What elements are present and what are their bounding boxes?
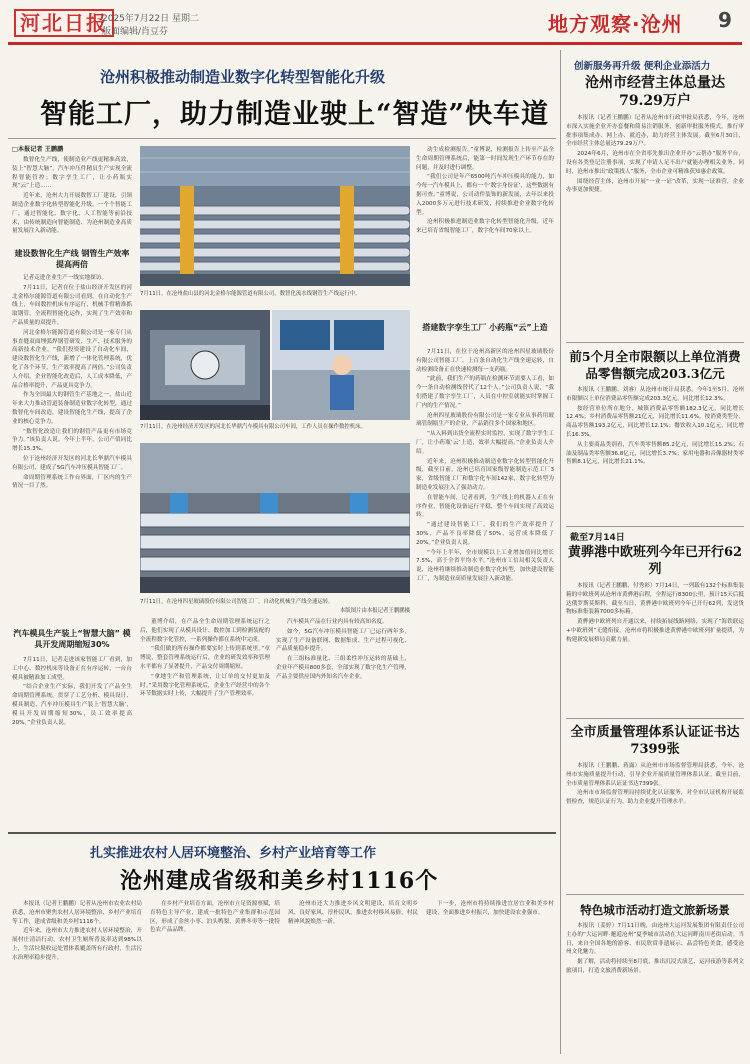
caption-1: 7月11日，在沧州盐山县的河北金格尔能源管道有限公司，数智化流水线钢管生产线运行中。 — [140, 291, 361, 297]
lead-col-1b — [12, 656, 132, 826]
paragraph: 本报讯（记者王鹏鹏）记者从沧州市农业农村局获悉，沧州市聚焦农村人居环境整治、乡村产业培育等工作，建成省级和美乡村1116个。 — [12, 901, 142, 925]
mould-machine-image — [140, 310, 270, 420]
paragraph: 位于沧州经济开发区的河北长华鼎汽车模具有限公司，建成了5G汽车冲压模具智能工厂。 — [12, 455, 132, 471]
caption-2: 7月11日，在沧州经济开发区的河北长华鼎汽车模具有限公司车间，工作人员在操作数控机床。 — [140, 424, 366, 430]
lead-subhead-2: 汽车模具生产装上“智慧大脑” 模具开发周期缩短30% — [13, 629, 131, 649]
paragraph: 沧州积极推进制造业数字化转型智能化升级，近年来已培育省级智能工厂，数字化车间70家以上。 — [416, 219, 554, 235]
paragraph: 围绕经营主体，沧州市开展“一业一证”改革，实现一证准营，企业办事更加便捷。 — [566, 178, 744, 194]
lead-byline: □本报记者 王鹏鹏 — [12, 146, 64, 153]
caption-3: 7月11日，在沧州四星玻璃股份有限公司智能工厂，自动化机械生产线全速运转。 — [140, 599, 334, 605]
lead-col-5 — [416, 146, 554, 322]
right-rule-2 — [566, 526, 744, 527]
paragraph: 沧州市还大力推进乡风文明建设，培育文明乡风、良好家风、淳朴民风，推进农村移风易俗，村民精神风貌焕然一新。 — [288, 901, 418, 925]
photo-glass-vial-line — [140, 443, 410, 593]
right-rule-1 — [566, 342, 744, 343]
right-title-3: 黄骅港中欧班列今年已开行62列 — [567, 545, 743, 577]
right-body-4 — [566, 762, 744, 890]
photo-control-room — [272, 310, 410, 420]
paragraph: 7月11日，在位于沧州高新区的沧州四星玻璃股份有限公司智能工厂，上百条自动化生产线全速运转，自动检测设备正在快速检测每一支药瓶。 — [416, 349, 554, 373]
paragraph: 命周期管理系统工作台界面，厂区内的生产情况一目了然。 — [12, 474, 132, 490]
section-title: 地方观察·沧州 — [548, 12, 683, 36]
bottom-col-3 — [288, 900, 418, 1056]
paragraph: 2024年6月，沧州市在全省率先推出企业开办“云帮办”服务平台，设有各类登记注册事项，实现了申请人足不出户就能办理相关业务。同时，沧州市推出“政策找人”服务，全市企业可精准获知惠企政策。 — [566, 151, 744, 175]
lead-intro-text: 数智化生产线，使制造业产线更精准高效，装上“智慧大脑”，汽车冲压件精员生产实现全流程智能管控；数字孪生工厂，让小药瓶实现“云”上造…… — [12, 157, 132, 190]
paragraph: 在智能车间，记者看到，生产线上的机器人正在有序作业，智能化设备运行平稳，整个车间实现了高效运转。 — [416, 494, 554, 519]
control-room-image — [272, 310, 410, 420]
paragraph: 本报讯（姜婷）7月11日晚，由沧州大运河发展集团有限责任公司主办的“大运河畔·邂逅沧州”夏季城市活动在大运河畔南川老街启动。当日，来自全国各地的游客、市民欣赏非遗展示、品尝特色美食，感受沧州文化魅力。 — [566, 923, 744, 956]
issue-date: 2025年7月22日 星期二 — [102, 14, 199, 24]
page-editor: 版面编辑/肖豆芬 — [102, 27, 169, 37]
paragraph: 据了解，活动将持续至8月底，推出沉浸式演艺、运河夜游等系列文旅项目，打造文旅消费新场景。 — [566, 959, 744, 974]
lead-subhead-3: 搭建数字孪生工厂 小药瓶“云”上造 — [422, 323, 548, 332]
right-kicker-1: 创新服务再升级 便利企业添活力 — [574, 61, 711, 72]
paragraph: 下一步，沧州市将持续推进宜居宜业和美乡村建设，全面推进乡村振兴，加快建设农业强市。 — [426, 901, 554, 916]
right-body-5 — [566, 922, 744, 1056]
paragraph: “从入料到出货全流程实时监控，实现了数字孪生工厂，让小药瓶‘云’上造，效率大幅提高。”企业负责人介绍。 — [416, 431, 554, 455]
paragraph: 董博介绍，在产品全生命周期管理系统运行之后，他们实现了从模具设计、数控加工到检测装配的全流程数字化管控，一系列操作都在系统中完成。 — [140, 619, 270, 643]
right-body-3 — [566, 582, 744, 714]
lead-col-3 — [140, 618, 270, 826]
column-divider — [560, 50, 561, 1054]
paragraph: “我们做的所有操作都要实时上传到系统里。”章博说，整套管理系统运行后，企业的研发效率和管理水平都有了显著提升，产品交付周期缩短。 — [140, 646, 270, 670]
paragraph: 本报讯（王鹏鹏、刘睿）从沧州市统计局获悉，今年1至5月，沧州市限额以上单位消费品零售额完成203.3亿元，同比增长12.3%。 — [566, 387, 744, 402]
right-body-2 — [566, 386, 744, 522]
paragraph: “我们公司是年产6500吨汽车冲压模具的能力，如今每一汽车模具上，都有一个‘数字身份证’，这些数据有据可查。”童博说，公司动件装饰的新发展，去年以来投入2000多万元进行技术研发，持续推进企业数字化转型。 — [416, 174, 554, 216]
right-title-4: 全市质量管理体系认证证书达7399张 — [570, 725, 740, 757]
right-title-2: 前5个月全市限额以上单位消费品零售额完成203.3亿元 — [569, 349, 741, 381]
paragraph: “今年上半年，全市规模以上工业增加值同比增长7.5%，高于全省平均水平。”沧州市工信局相关负责人说，沧州将继续推动制造业数字化转型，加快建设智能工厂，为制造业高质量发展注入新动能。 — [416, 549, 554, 582]
paragraph: 本报讯（记者王鹏鹏、付秀彩）7月14日，一列载有132个标准集装箱的中欧班列从沧州市黄骅港启程，全程运行8300公里，预计15天后抵达俄罗斯莫斯科。截至当日，黄骅港中欧班列今年已开行62列，发送货物标准集装箱7000多标箱。 — [566, 583, 744, 616]
lead-title: 智能工厂，助力制造业驶上“智造”快车道 — [40, 99, 550, 130]
lead-kicker: 沧州积极推动制造业数字化转型智能化升级 — [100, 68, 386, 86]
right-kicker-3: 截至7月14日 — [570, 533, 625, 543]
photo-steel-pipe-line — [140, 146, 410, 286]
paragraph: “此前，我们生产的药瓶在检测环节需要人工看，如今一条自动检测线替代了12个人。”公司负责人说，“我们搭建了数字孪生工厂，人员在中控室就能实时掌握工厂内的生产情况。” — [416, 376, 554, 409]
paragraph: “结合企业生产实际，我们开发了产品全生命周期管理系统，贯穿了工艺分析、模具设计、模具制造、汽车冲压模具生产装上‘智慧大脑’，模具开发周期缩短30%，员工效率提高20%。”企业负责人说。 — [12, 684, 132, 726]
paragraph: 本报讯（王鹏鹏、蒋露）从沧州市市场监督管理局获悉，今年，沧州市实施质量提升行动，引导企业开展质量管理体系认证。截至目前，全市质量管理体系认证证书达7399张。 — [566, 763, 744, 787]
lead-col-1 — [12, 274, 132, 624]
right-title-1: 沧州市经营主体总量达79.29万户 — [585, 75, 725, 109]
paragraph: “数智化改造让我们的钢管产品更有市场竞争力。”该负责人说。今年上半年，公司产值同比增长15.3%。 — [12, 428, 132, 453]
paragraph: 动生成检测报告。”童博说，检测报告上传至产品全生命周期管理系统后，能第一时间发现生产环节存在的问题，并及时进行调整。 — [416, 147, 554, 171]
paragraph: 本报讯（记者王鹏鹏）记者从沧州市行政审批局获悉，今年，沧州市深入实施企业开办套餐和简易注销服务，创新审批服务模式，推行审批事项集成办、网上办、就近办，助力经营主体发展。截至6月30日，全市经营主体总量达79.29万户。 — [566, 115, 744, 148]
bottom-title: 沧州建成省级和美乡村1116个 — [120, 868, 439, 894]
photo-credit: 本版图片由本报记者王鹏鹏摄 — [339, 608, 410, 614]
paragraph: 河北金格尔能源管道有限公司是一家专门从事直缝双面埋弧焊钢管研发、生产、技术服务的高新技术企业。“我们投资建设了自动化车间，建设数智化生产线，新增了一体化管理系统，优化了各个环节，生产效率提高了两倍。”公司负责人介绍，企业智能化改造后，人工成本降低，产品合格率提升，产品更具竞争力。 — [12, 329, 132, 389]
right-rule-4 — [566, 894, 744, 895]
header-rule — [8, 42, 742, 45]
paragraph: 从主要商品类别看，汽车类零售额85.2亿元，同比增长15.2%；石油及制品类零售额36.8亿元，同比增长3.7%；家用电器和音像器材类零售额8.1亿元，同比增长21.1%。 — [566, 441, 744, 466]
lead-col-6 — [416, 348, 554, 826]
paragraph: 记者走进企业生产一线实地探访。 — [23, 275, 107, 281]
lead-intro — [12, 156, 132, 242]
bottom-top-rule — [8, 832, 556, 834]
paragraph: 近年来，沧州市大力推进农村人居环境整治，开展村庄清洁行动，农村卫生厕所普及率达到98%以上，生活垃圾收运处置体系覆盖所有行政村，生活污水治理率稳步提升。 — [12, 928, 142, 961]
right-body-1 — [566, 114, 744, 338]
paragraph: 沧州四星玻璃股份有限公司是一家专业从事药用玻璃管制瓶生产的企业，产品销往多个国家和地区。 — [416, 412, 554, 428]
paragraph: “拿地生产和管理系统，让订单的交付更加及时。”采用数字化管理系统后，企业生产经营中的各个环节数据实时上传，大幅提升了生产管理效率。 — [140, 673, 270, 698]
paragraph: 如今，5G汽车冲压模具智能工厂已运行两年多，实现了生产设备联网、数据集成、生产过程可视化，产品质量稳步提升。 — [276, 628, 410, 653]
paragraph: 汽车模具产品在行业内具有较高知名度。 — [287, 619, 388, 625]
paragraph: “通过建设智能工厂，我们的生产效率提升了30%，产品不良率降低了50%，运营成本降低了20%。”企业负责人说。 — [416, 522, 554, 546]
paragraph: 近年来，沧州大力开展数智工厂建设，引领制造企业数字化转型智能化升级。一个个智能工厂，通过智能化、数字化、人工智能等前沿技术，由传统制造向智能制造、为沧州制造业高质量发展注入新动能。 — [12, 193, 132, 235]
newspaper-logo: 河北日报 — [14, 9, 114, 37]
right-title-5: 特色城市活动打造文旅新场景 — [580, 903, 730, 917]
masthead — [8, 6, 742, 40]
bottom-kicker: 扎实推进农村人居环境整治、乡村产业培育等工作 — [90, 846, 377, 861]
right-rule-3 — [566, 718, 744, 719]
paragraph: 7月11日，记者走进该家智能工厂看到，加工中心、数控机床等设备正在有序运转，一台台模具被精准加工成型。 — [12, 657, 132, 681]
paragraph: 7月11日，记者在位于盐山经济开发区的河北金格尔能源管道有限公司看到，在自动化生产线上，车间数控机床有序运行，机械手臂精准抓取钢管，全流程智能化运作，实现了生产效率和产品质量的双提升。 — [12, 284, 132, 326]
paragraph: 沧州市市场监督管理局持续优化认证服务，对全市认证机构开展监督检查，规范认证行为，助力企业提升管理水平。 — [566, 790, 744, 806]
bottom-col-2 — [150, 900, 280, 1056]
paragraph: 作为全国最大的钢管生产基地之一，盐山近年来大力推动管道装备制造业数字化转型，通过数智化车间改造，建设智能化生产线，提高了企业的核心竞争力。 — [12, 392, 132, 425]
paragraph: 在三组标准量化、三组柔性冲压运转的基础上，企业年产模具800多套，全部实现了数字化生产管理，产品主要供应国内外知名汽车企业。 — [276, 656, 410, 680]
paragraph: 在乡村产业培育方面，沧州市立足资源禀赋，培育特色主导产业，建成一批特色产业集群和示范园区，形成了金丝小枣、泊头鸭梨、黄骅冬枣等一批特色农产品品牌。 — [150, 901, 280, 934]
paragraph: 按经营单位所在地分，城镇消费品零售额182.3亿元，同比增长12.4%；乡村消费品零售额21亿元，同比增长11.6%。按消费类型分，商品零售额193.2亿元，同比增长12.1%；餐饮收入10.1亿元，同比增长16.3%。 — [566, 405, 744, 438]
lead-title-rule — [8, 138, 556, 139]
lead-subhead-1: 建设数智化生产线 钢管生产效率提高两倍 — [14, 249, 130, 269]
steel-pipe-factory-image — [140, 146, 410, 286]
lead-col-4 — [276, 618, 410, 826]
page-number: 9 — [718, 8, 732, 32]
paragraph: 近年来，沧州积极推动制造业数字化转型智能化升级，截至目前，沧州已培育国家级智能制造示范工厂3家，省级智能工厂和数字化车间142家，数字化转型为制造业发展注入了强劲动力。 — [416, 458, 554, 491]
paragraph: 黄骅港中欧班列自开通以来，持续拓展线路网络，实现了“海铁联运+中欧班列”无缝衔接，沧州市将积极推进黄骅港中欧班列扩量提质，为构建新发展格局贡献力量。 — [566, 619, 744, 643]
photo-mould-machine — [140, 310, 270, 420]
glass-vial-line-image — [140, 443, 410, 593]
bottom-col-4 — [426, 900, 554, 1056]
bottom-col-1 — [12, 900, 142, 1056]
